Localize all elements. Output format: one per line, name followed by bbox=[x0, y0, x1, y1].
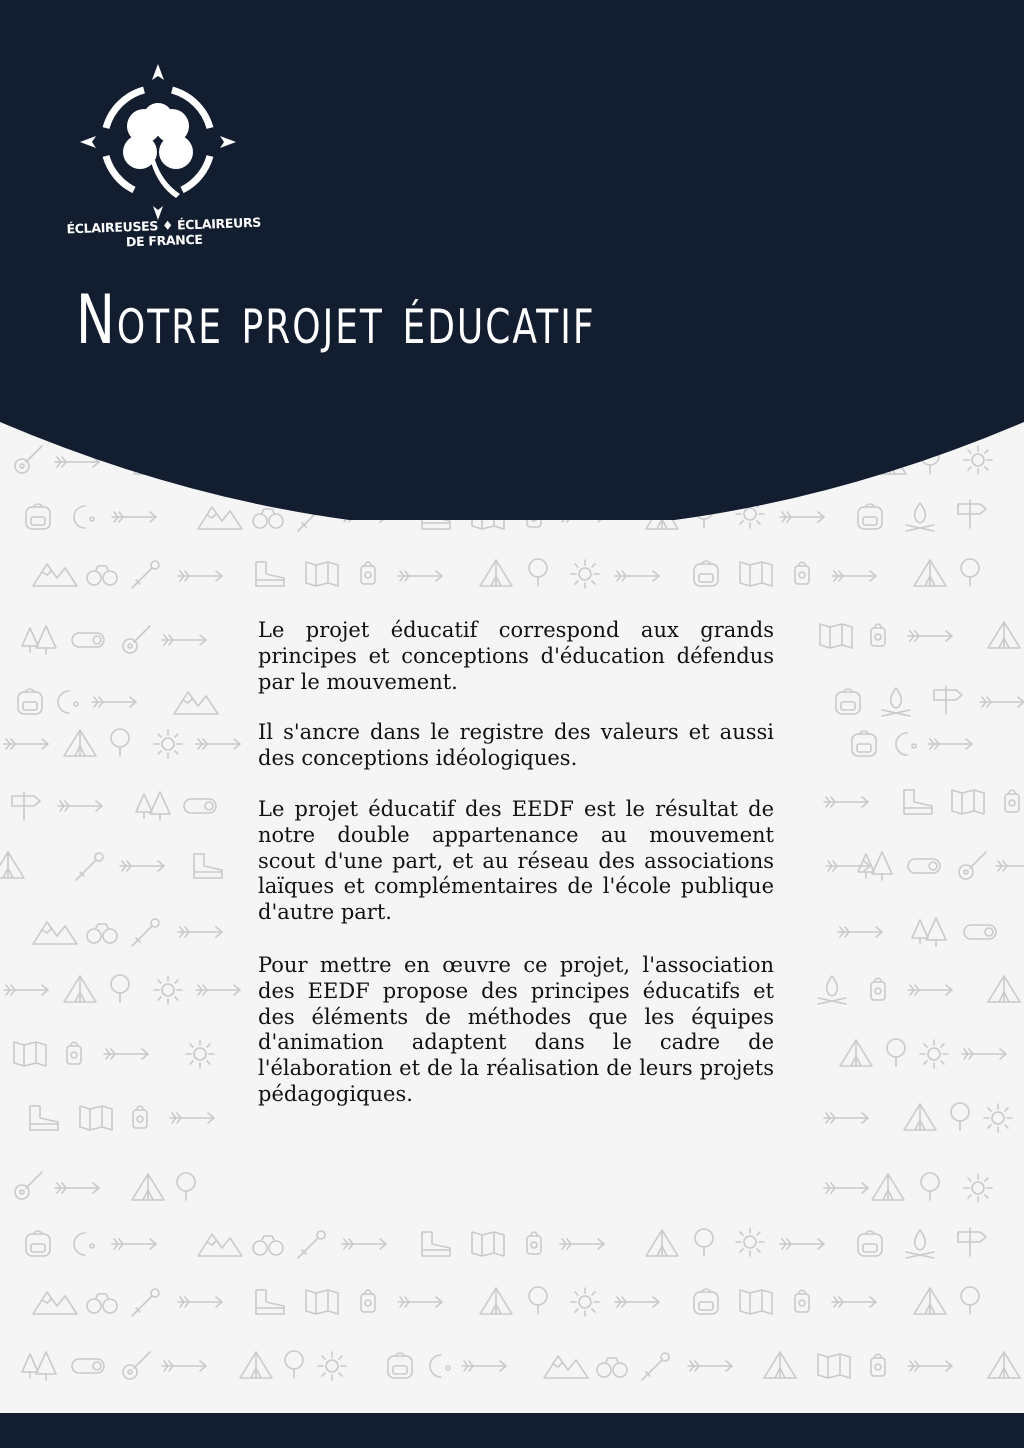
pattern-row-16 bbox=[22, 1351, 1020, 1380]
footer-bar bbox=[0, 1413, 1024, 1448]
brand-line-1: ÉCLAIREUSES ♦ ÉCLAIREURS bbox=[66, 214, 262, 237]
paragraph-1: Le projet éducatif correspond aux grands principes et conceptions d'éducation défendus par le mouvement. bbox=[258, 618, 774, 694]
page-title: Notre projet éducatif bbox=[76, 282, 596, 360]
paragraph-4: Pour mettre en œuvre ce projet, l'association des EEDF propose des principes éducatifs et des éléments de méthodes que les équipes d'animation adaptent dans le cadre de l'élaboration et de la réalisation de leurs projets pédagogiques. bbox=[258, 952, 774, 1106]
pattern-row-3 bbox=[33, 559, 979, 588]
pattern-row-13 bbox=[15, 1172, 992, 1202]
paragraph-2: Il s'ancre dans le registre des valeurs et aussi des conceptions idéologiques. bbox=[258, 720, 774, 771]
body-text bbox=[258, 618, 774, 1133]
brand-line-2: DE FRANCE bbox=[125, 231, 203, 250]
paragraph-3: Le projet éducatif des EEDF est le résultat de notre double appartenance au mouvement scout d'une part, et au réseau des associations laïques et complémentaires de l'école publique d'autre part. bbox=[258, 796, 774, 925]
pattern-row-14 bbox=[26, 1228, 986, 1258]
pattern-row-15 bbox=[33, 1287, 979, 1316]
